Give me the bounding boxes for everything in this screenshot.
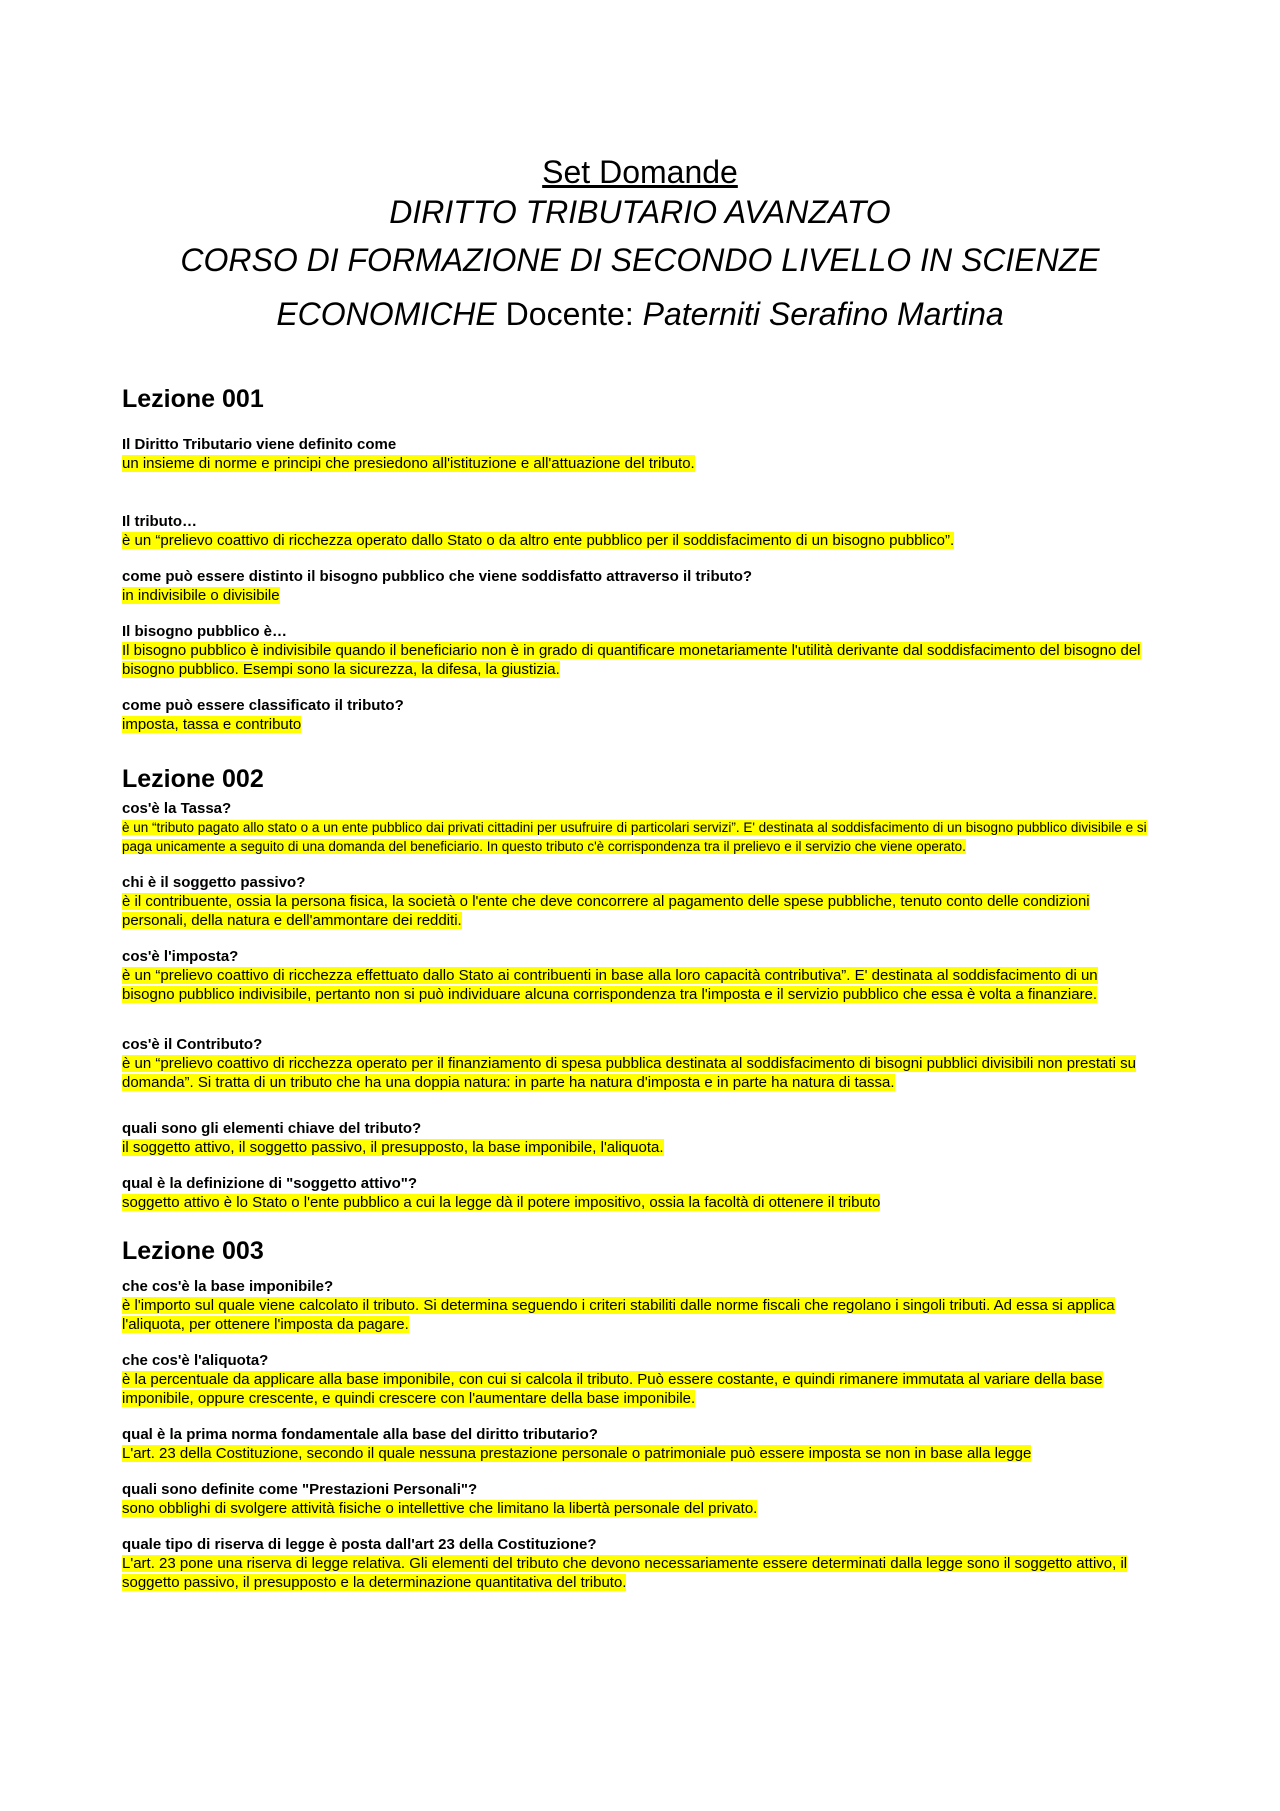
answer <box>122 966 1152 1004</box>
docente-label: Docente: <box>505 296 634 332</box>
lesson-003 <box>122 1236 1152 1592</box>
qa-item <box>122 948 1152 1004</box>
question: come può essere distinto il bisogno pubblico che viene soddisfatto attraverso il tributo? <box>122 568 753 585</box>
document-subject: DIRITTO TRIBUTARIO AVANZATO <box>389 194 891 230</box>
lesson-002 <box>122 764 1152 1212</box>
qa-item <box>122 513 1152 550</box>
lesson-title: Lezione 001 <box>122 385 264 413</box>
question: chi è il soggetto passivo? <box>122 874 306 891</box>
qa-item <box>122 1175 1152 1212</box>
answer <box>122 892 1152 930</box>
qa-item <box>122 568 1152 605</box>
lesson-001 <box>122 384 1152 734</box>
answer-highlight: sono obblighi di svolgere attività fisiche o intellettive che limitano la libertà personale del privato. <box>122 1500 758 1517</box>
answer-highlight: L'art. 23 pone una riserva di legge relativa. Gli elementi del tributo che devono necessariamente essere determinati dalla legge sono il soggetto attivo, il soggetto passivo, il presupposto e la determinazione quantitativa del tributo. <box>122 1555 1128 1591</box>
question: quali sono gli elementi chiave del tributo? <box>122 1120 422 1137</box>
question: quale tipo di riserva di legge è posta dall'art 23 della Costituzione? <box>122 1536 597 1553</box>
answer <box>122 1193 1152 1212</box>
course-title-line1: CORSO DI FORMAZIONE DI SECONDO LIVELLO IN SCIENZE <box>180 242 1100 278</box>
answer <box>122 715 1152 734</box>
answer <box>122 531 1152 550</box>
course-title-economiche: ECONOMICHE <box>276 296 497 332</box>
answer-highlight: il soggetto attivo, il soggetto passivo, il presupposto, la base imponibile, l'aliquota. <box>122 1139 664 1156</box>
answer-highlight: è un “prelievo coattivo di ricchezza effettuato dallo Stato ai contribuenti in base alla loro capacità contributiva”. E' destinata al soddisfacimento di un bisogno pubblico indivisibile, pertanto non si può individuare alcuna corrispondenza tra l'imposta e il servizio pubblico che essa è volta a finanziare. <box>122 967 1098 1003</box>
question: quali sono definite come "Prestazioni Personali"? <box>122 1481 478 1498</box>
answer-highlight: un insieme di norme e principi che presiedono all'istituzione e all'attuazione del tributo. <box>122 455 695 472</box>
qa-item <box>122 1536 1152 1592</box>
answer <box>122 1138 1152 1157</box>
answer-highlight: imposta, tassa e contributo <box>122 716 302 733</box>
question: qual è la prima norma fondamentale alla base del diritto tributario? <box>122 1426 598 1443</box>
docente-name: Paterniti Serafino Martina <box>642 296 1004 332</box>
answer <box>122 1296 1152 1334</box>
answer-highlight: in indivisibile o divisibile <box>122 587 280 604</box>
qa-item <box>122 800 1152 856</box>
answer-highlight: soggetto attivo è lo Stato o l'ente pubblico a cui la legge dà il potere impositivo, ossia la facoltà di ottenere il tributo <box>122 1194 881 1211</box>
question: cos'è l'imposta? <box>122 948 239 965</box>
lesson-title: Lezione 003 <box>122 1237 264 1265</box>
answer <box>122 641 1152 679</box>
qa-item <box>122 874 1152 930</box>
qa-item <box>122 623 1152 679</box>
answer-highlight: è la percentuale da applicare alla base imponibile, con cui si calcola il tributo. Può essere costante, e quindi rimanere immutata al variare della base imponibile, oppure crescente, e quindi crescere con l'aumentare della base imponibile. <box>122 1371 1103 1407</box>
qa-item <box>122 1352 1152 1408</box>
answer-highlight: L'art. 23 della Costituzione, secondo il quale nessuna prestazione personale o patrimoniale può essere imposta se non in base alla legge <box>122 1445 1032 1462</box>
answer <box>122 1444 1152 1463</box>
course-title-line2 <box>0 294 1280 334</box>
question: Il bisogno pubblico è… <box>122 623 287 640</box>
answer-highlight: è un “prelievo coattivo di ricchezza operato per il finanziamento di spesa pubblica destinata al soddisfacimento di bisogni pubblici divisibili non prestati su domanda”. Si tratta di un tributo che ha una doppia natura: in parte ha natura d'imposta e in parte ha natura di tassa. <box>122 1055 1136 1091</box>
document-body <box>122 384 1152 1610</box>
question: che cos'è l'aliquota? <box>122 1352 269 1369</box>
answer-highlight: è il contribuente, ossia la persona fisica, la società o l'ente che deve concorrere al pagamento delle spese pubbliche, tenuto conto delle condizioni personali, della natura e dell'ammontare dei redditi. <box>122 893 1090 929</box>
qa-item <box>122 436 1152 473</box>
answer <box>122 586 1152 605</box>
question: qual è la definizione di "soggetto attivo"? <box>122 1175 418 1192</box>
question: che cos'è la base imponibile? <box>122 1278 334 1295</box>
question: cos'è il Contributo? <box>122 1036 263 1053</box>
answer <box>122 1554 1152 1592</box>
qa-item <box>122 1481 1152 1518</box>
qa-item <box>122 1036 1152 1092</box>
question: Il Diritto Tributario viene definito come <box>122 436 397 453</box>
answer <box>122 1370 1152 1408</box>
document-title: Set Domande <box>542 154 738 190</box>
lesson-title: Lezione 002 <box>122 765 264 793</box>
question: cos'è la Tassa? <box>122 800 232 817</box>
question: come può essere classificato il tributo? <box>122 697 404 714</box>
answer-highlight: Il bisogno pubblico è indivisibile quando il beneficiario non è in grado di quantificare monetariamente l'utilità derivante dal soddisfacimento del bisogno del bisogno pubblico. Esempi sono la sicurezza, la difesa, la giustizia. <box>122 642 1141 678</box>
answer <box>122 818 1152 856</box>
question: Il tributo… <box>122 513 197 530</box>
answer <box>122 1499 1152 1518</box>
document-header <box>0 152 1280 334</box>
answer <box>122 454 1152 473</box>
qa-item <box>122 1426 1152 1463</box>
qa-item <box>122 1278 1152 1334</box>
answer-highlight: è un “prelievo coattivo di ricchezza operato dallo Stato o da altro ente pubblico per il soddisfacimento di un bisogno pubblico”. <box>122 532 955 549</box>
answer-highlight: è un “tributo pagato allo stato o a un ente pubblico dai privati cittadini per usufruire di particolari servizi”. E' destinata al soddisfacimento di un bisogno pubblico divisibile e si paga unicamente a seguito di una domanda del beneficiario. In questo tributo c'è corrispondenza tra il prelievo e il servizio che viene operato. <box>122 820 1147 854</box>
answer <box>122 1054 1152 1092</box>
qa-item <box>122 697 1152 734</box>
answer-highlight: è l'importo sul quale viene calcolato il tributo. Si determina seguendo i criteri stabiliti dalle norme fiscali che regolano i singoli tributi. Ad essa si applica l'aliquota, per ottenere l'imposta da pagare. <box>122 1297 1115 1333</box>
qa-item <box>122 1120 1152 1157</box>
